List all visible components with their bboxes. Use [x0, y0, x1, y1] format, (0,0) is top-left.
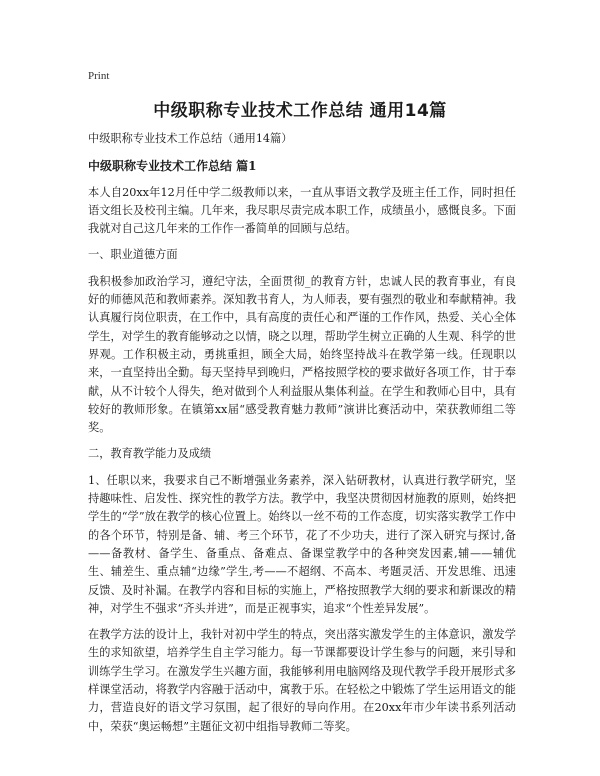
document-title: 中级职称专业技术工作总结 通用14篇	[153, 101, 447, 121]
heading-ethics: 一、职业道德方面	[88, 248, 178, 262]
heading-teaching: 二，教育教学能力及成绩	[88, 447, 212, 461]
teaching-paragraph-1: 1、任职以来，我要求自己不断增强业务素养，深入钻研教材，认真进行教学研究，坚持趣味性、启发性、探究性的教学方法。教学中，我坚决贯彻因材施教的原则，始终把学生的“学”放在教学的核心位置上。始终以一丝不苟的工作态度，切实落实教学工作中的各个环节，特别是备、辅、考三个环节，花了不少功夫，进行了深入研究与探讨,备——备教材、备学生、备重点、备难点、备课堂教学中的各种突发因素,辅——辅优生、辅差生、重点辅“边缘”学生,考——不超纲、不高本、考题灵活、开发思维、迅速反馈、及时补漏。在教学内容和目标的实施上，严格按照教学大纲的要求和新课改的精神，对学生不强求“齐头并进”，而是正视事实，追求“个性差异发展”。	[88, 473, 516, 615]
intro-paragraph: 本人自20xx年12月任中学二级教师以来，一直从事语文教学及班主任工作，同时担任语文组长及校刊主编。几年来，我尽职尽责完成本职工作，成绩虽小，感慨良多。下面我就对自己这几年来的工作作一番简单的回顾与总结。	[88, 185, 516, 236]
print-label: Print	[88, 70, 110, 82]
ethics-paragraph: 我积极参加政治学习，遵纪守法，全面贯彻_的教育方针，忠诚人民的教育事业，有良好的师德风范和教师素养。深知教书育人，为人师表，要有强烈的敬业和奉献精神。我认真履行岗位职责，在工作中，具有高度的责任心和严谨的工作作风，热爱、关心全体学生，对学生的教育能够动之以情，晓之以理，帮助学生树立正确的人生观、科学的世界观。工作积极主动，勇挑重担，顾全大局，始终坚持战斗在教学第一线。任现职以来，一直坚持出全勤。每天坚持早到晚归，严格按照学校的要求做好各项工作，甘于奉献，从不计较个人得失，绝对做到个人利益服从集体利益。在学生和教师心目中，具有较好的教师形象。在镇第xx届“感受教育魅力教师”演讲比赛活动中，荣获教师组二等奖。	[88, 274, 516, 435]
document-body	[88, 130, 516, 744]
section-heading: 中级职称专业技术工作总结 篇1	[88, 159, 257, 174]
teaching-paragraph-2: 在教学方法的设计上，我针对初中学生的特点，突出落实激发学生的主体意识，激发学生的求知欲望，培养学生自主学习能力。每一节课都要设计学生参与的问题，来引导和训练学生学习。在激发学生兴趣方面，我能够利用电脑网络及现代教学手段开展形式多样课堂活动，将教学内容融于活动中，寓教于乐。在轻松之中锻炼了学生运用语文的能力，营造良好的语文学习氛围，起了很好的导向作用。在20xx年市少年读书系列活动中，荣获“奥运畅想”主题征文初中组指导教师二等奖。	[88, 628, 516, 733]
document-subtitle: 中级职称专业技术工作总结（通用14篇）	[88, 132, 293, 145]
